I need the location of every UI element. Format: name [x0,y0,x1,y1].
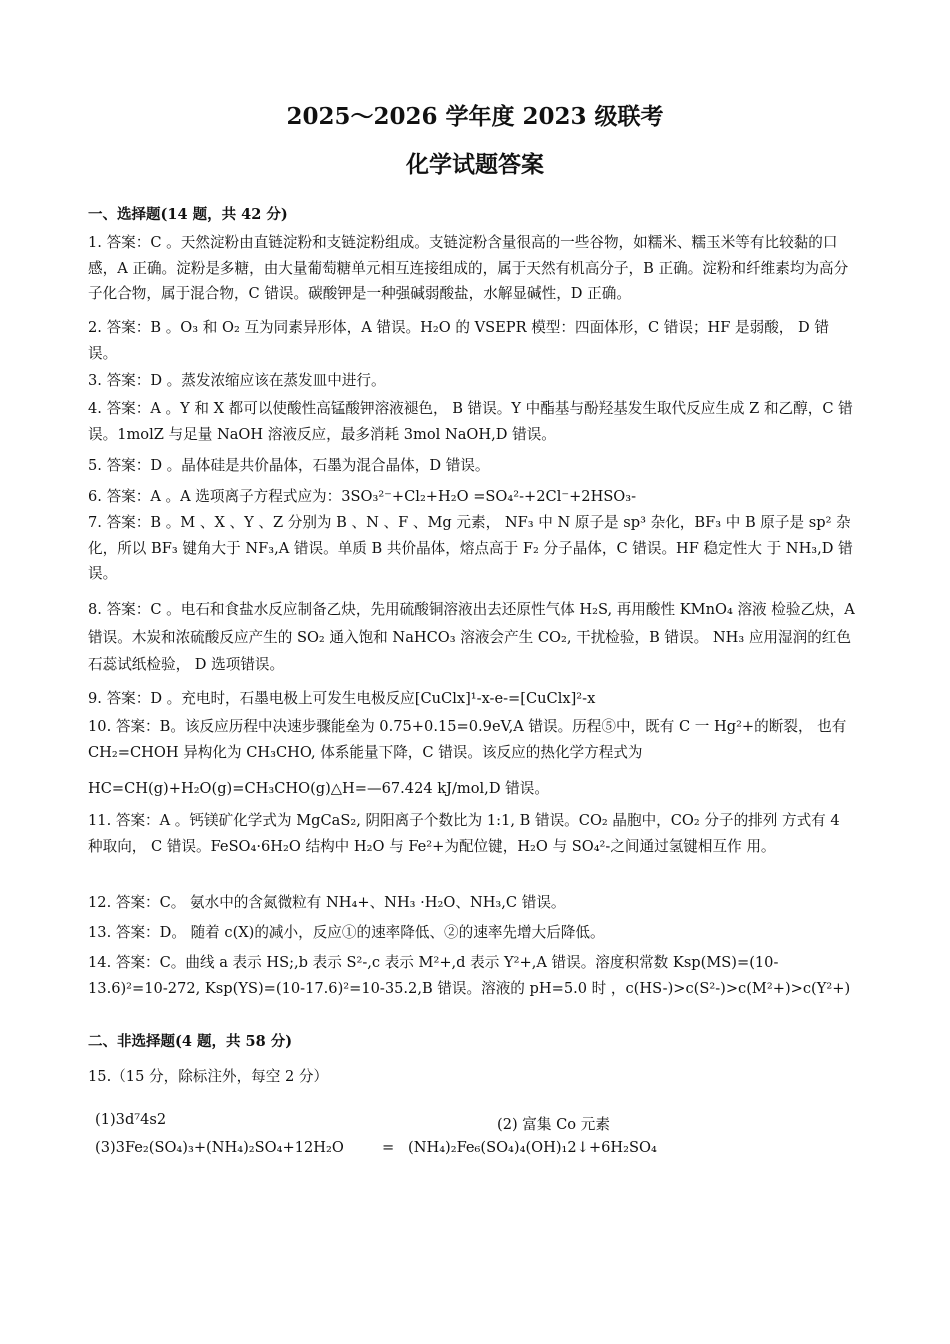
answer-7: 7. 答案：B 。M 、X 、Y 、Z 分别为 B 、N 、F 、Mg 元素， NF₃ 中 N 原子是 sp³ 杂化，BF₃ 中 B 原子是 sp² 杂化，所以 BF₃ 键角大于 NF₃,A 错误。单质 B 共价晶体，熔点高于 F₂ 分子晶体，C 错误。HF 稳定性大 于 NH₃,D 错误。 [88,514,853,582]
answer-11: 11. 答案：A 。钙镁矿化学式为 MgCaS₂, 阴阳离子个数比为 1:1, B 错误。CO₂ 晶胞中，CO₂ 分子的排列 方式有 4 种取向， C 错误。FeSO₄·6H₂O 结构中 H₂O 与 Fe²+为配位键，H₂O 与 SO₄²-之间通过氢键相互作 用。 [88,812,840,855]
question-15-heading: 15.（15 分，除标注外，每空 2 分） [88,1068,329,1085]
question-15-answer-3-equals: = [382,1139,395,1156]
answer-10: 10. 答案：B。该反应历程中决速步骤能垒为 0.75+0.15=0.9eV,A 错误。历程⑤中，既有 C 一 Hg²+的断裂， 也有 CH₂=CHOH 异构化为 CH₃CHO, 体系能量下降，C 错误。该反应的热化学方程式为 HC=CH(g)+H₂O(g)=CH₃CHO(g)△H=—67.424 kJ/mol,D 错误。 [88,718,847,797]
answer-8: 8. 答案：C 。电石和食盐水反应制备乙炔，先用硫酸铜溶液出去还原性气体 H₂S, 再用酸性 KMnO₄ 溶液 检验乙炔，A 错误。木炭和浓硫酸反应产生的 SO₂ 通入饱和 NaHCO₃ 溶液会产生 CO₂, 干扰检验，B 错误。 NH₃ 应用湿润的红色石蕊试纸检验， D 选项错误。 [88,601,855,673]
section-heading-nonchoice: 二、非选择题(4 题，共 58 分) [88,1033,293,1050]
answer-12: 12. 答案：C。 氨水中的含氮微粒有 NH₄+、NH₃ ·H₂O、NH₃,C 错误。 [88,894,566,911]
answer-3: 3. 答案：D 。蒸发浓缩应该在蒸发皿中进行。 [88,372,386,389]
question-15-answer-3-right: (NH₄)₂Fe₆(SO₄)₄(OH)₁2↓+6H₂SO₄ [408,1139,657,1156]
answer-13: 13. 答案：D。 随着 c(X)的减小，反应①的速率降低、②的速率先增大后降低。 [88,924,605,941]
document-subtitle: 化学试题答案 [406,151,544,178]
answer-5: 5. 答案：D 。晶体硅是共价晶体，石墨为混合晶体，D 错误。 [88,457,490,474]
question-15-answer-3-left: (3)3Fe₂(SO₄)₃+(NH₄)₂SO₄+12H₂O [95,1139,344,1156]
answer-1: 1. 答案：C 。天然淀粉由直链淀粉和支链淀粉组成。支链淀粉含量很高的一些谷物，如糯米、糯玉米等有比较黏的口感，A 正确。淀粉是多糖，由大量葡萄糖单元相互连接组成的，属于天然有机高分子，B 正确。淀粉和纤维素均为高分子化合物，属于混合物，C 错误。碳酸钾是一种强碱弱酸盐，水解显碱性，D 正确。 [88,234,849,302]
answer-14: 14. 答案：C。曲线 a 表示 HS;,b 表示 S²-,c 表示 M²+,d 表示 Y²+,A 错误。溶度积常数 Ksp(MS)=(10-13.6)²=10-272, Ksp(YS)=(10-17.6)²=10-35.2,B 错误。溶液的 pH=5.0 时 ，c(HS-)>c(S²-)>c(M²+)>c(Y²+) [88,954,851,997]
answer-4: 4. 答案：A 。Y 和 X 都可以使酸性高锰酸钾溶液褪色， B 错误。Y 中酯基与酚羟基发生取代反应生成 Z 和乙醇，C 错误。1molZ 与足量 NaOH 溶液反应，最多消耗 3mol NaOH,D 错误。 [88,400,853,443]
section-heading-choice: 一、选择题(14 题，共 42 分) [88,206,288,223]
question-15-answer-2: (2) 富集 Co 元素 [497,1116,610,1133]
document-title: 2025～2026 学年度 2023 级联考 [286,103,664,130]
answer-6: 6. 答案：A 。A 选项离子方程式应为：3SO₃²⁻+Cl₂+H₂O =SO₄²-+2Cl⁻+2HSO₃- [88,488,637,505]
answer-9: 9. 答案：D 。充电时，石墨电极上可发生电极反应[CuClx]¹-x-e-=[CuClx]²-x [88,690,596,707]
question-15-answer-1: (1)3d⁷4s2 [95,1111,167,1128]
answer-2: 2. 答案：B 。O₃ 和 O₂ 互为同素异形体，A 错误。H₂O 的 VSEPR 模型：四面体形，C 错误；HF 是弱酸， D 错误。 [88,319,829,362]
